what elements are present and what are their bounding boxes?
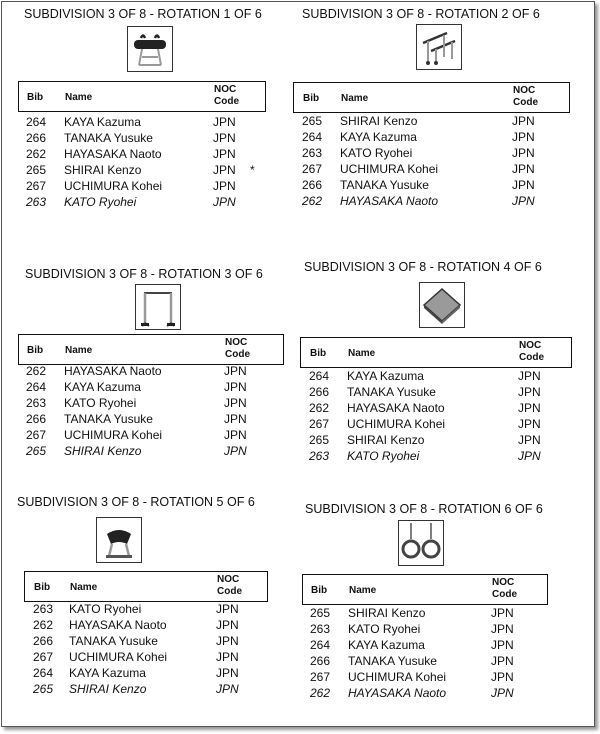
table-row <box>293 193 600 209</box>
table-row <box>18 363 322 379</box>
athlete-name: KAYA Kazuma <box>64 115 141 129</box>
bib-number: 266 <box>26 412 47 426</box>
rotation-title: SUBDIVISION 3 OF 8 - ROTATION 3 OF 6 <box>25 267 263 281</box>
header-code: Code <box>217 586 242 597</box>
header-name: Name <box>65 345 93 356</box>
noc-code: JPN <box>216 682 239 696</box>
header-name: Name <box>348 348 376 359</box>
table-row <box>300 432 600 448</box>
header-noc: NOC <box>214 84 237 95</box>
noc-code: JPN <box>512 194 535 208</box>
noc-code: JPN <box>213 147 236 161</box>
table-row <box>18 194 304 210</box>
bib-number: 265 <box>26 444 47 458</box>
bib-number: 263 <box>310 622 331 636</box>
athlete-name: HAYASAKA Naoto <box>340 194 439 208</box>
noc-code: JPN <box>512 146 535 160</box>
table-row <box>302 669 586 685</box>
bib-number: 264 <box>302 130 323 144</box>
header-name: Name <box>70 582 98 593</box>
bib-number: 262 <box>26 147 47 161</box>
header-bib: Bib <box>27 92 44 103</box>
athlete-name: HAYASAKA Naoto <box>64 364 162 378</box>
table-row <box>24 601 306 617</box>
table-row <box>302 637 586 653</box>
bib-number: 263 <box>302 146 323 160</box>
table-row <box>302 621 586 637</box>
noc-code: JPN <box>491 606 514 620</box>
athlete-name: TANAKA Yusuke <box>340 178 429 192</box>
noc-code: JPN <box>491 686 514 700</box>
bib-number: 262 <box>33 618 54 632</box>
bib-number: 267 <box>309 417 330 431</box>
bib-number: 264 <box>309 369 330 383</box>
noc-code: JPN <box>224 444 247 458</box>
table-row <box>293 161 600 177</box>
header-name: Name <box>349 585 377 596</box>
pommel-horse-icon <box>127 26 173 72</box>
header-bib: Bib <box>311 585 328 596</box>
noc-code: JPN <box>224 364 247 378</box>
rotation-title: SUBDIVISION 3 OF 8 - ROTATION 6 OF 6 <box>305 502 543 516</box>
bib-number: 262 <box>310 686 331 700</box>
athlete-name: UCHIMURA Kohei <box>340 162 439 176</box>
noc-code: JPN <box>213 163 236 177</box>
table-row <box>302 653 586 669</box>
athlete-name: KATO Ryohei <box>64 396 137 410</box>
table-row <box>24 633 306 649</box>
noc-code: JPN <box>518 401 541 415</box>
header-noc: NOC <box>492 577 515 588</box>
noc-code: JPN <box>518 433 541 447</box>
header-noc: NOC <box>225 337 248 348</box>
table-header <box>293 82 570 113</box>
table-row <box>24 649 306 665</box>
bib-number: 267 <box>310 670 331 684</box>
table-row <box>300 400 600 416</box>
bib-number: 264 <box>26 115 47 129</box>
bib-number: 264 <box>33 666 54 680</box>
table-row <box>300 368 600 384</box>
header-bib: Bib <box>303 93 320 104</box>
table-row <box>18 443 322 459</box>
noc-code: JPN <box>518 417 541 431</box>
table-row <box>18 427 322 443</box>
athlete-name: KAYA Kazuma <box>69 666 146 680</box>
bib-number: 262 <box>26 364 47 378</box>
noc-code: JPN <box>213 179 236 193</box>
table-row <box>18 178 304 194</box>
noc-code: JPN <box>216 634 239 648</box>
noc-code: JPN <box>491 670 514 684</box>
bib-number: 264 <box>26 380 47 394</box>
table-header <box>18 334 284 365</box>
athlete-name: UCHIMURA Kohei <box>347 417 446 431</box>
noc-code: JPN <box>224 428 247 442</box>
noc-code: JPN <box>512 162 535 176</box>
noc-code: JPN <box>512 114 535 128</box>
bib-number: 266 <box>302 178 323 192</box>
athlete-name: TANAKA Yusuke <box>64 131 153 145</box>
noc-code: JPN <box>213 115 236 129</box>
athlete-name: HAYASAKA Naoto <box>347 401 445 415</box>
rotation-title: SUBDIVISION 3 OF 8 - ROTATION 5 OF 6 <box>17 495 255 509</box>
athlete-name: KATO Ryohei <box>69 602 142 616</box>
table-row <box>300 384 600 400</box>
table-row <box>24 665 306 681</box>
header-bib: Bib <box>34 582 51 593</box>
bib-number: 263 <box>309 449 330 463</box>
noc-code: JPN <box>216 650 239 664</box>
athlete-name: HAYASAKA Naoto <box>69 618 167 632</box>
bib-number: 266 <box>26 131 47 145</box>
table-row <box>302 685 586 701</box>
noc-code: JPN <box>518 369 541 383</box>
parallel-bars-icon <box>416 24 462 70</box>
athlete-name: TANAKA Yusuke <box>64 412 153 426</box>
rotation-title: SUBDIVISION 3 OF 8 - ROTATION 1 OF 6 <box>24 7 262 21</box>
bib-number: 265 <box>26 163 47 177</box>
table-row <box>293 177 600 193</box>
bib-number: 263 <box>26 195 47 209</box>
table-row <box>24 617 306 633</box>
noc-code: JPN <box>213 195 236 209</box>
table-header <box>24 571 268 602</box>
athlete-name: SHIRAI Kenzo <box>64 444 142 458</box>
bib-number: 265 <box>302 114 323 128</box>
athlete-name: KAYA Kazuma <box>340 130 417 144</box>
athlete-name: KATO Ryohei <box>348 622 421 636</box>
bib-number: 262 <box>302 194 323 208</box>
noc-code: JPN <box>216 602 239 616</box>
athlete-name: KAYA Kazuma <box>64 380 141 394</box>
noc-code: JPN <box>491 638 514 652</box>
bib-number: 267 <box>26 179 47 193</box>
table-row <box>300 448 600 464</box>
bib-number: 265 <box>33 682 54 696</box>
header-code: Code <box>214 96 239 107</box>
header-noc: NOC <box>217 574 240 585</box>
table-row <box>18 379 322 395</box>
athlete-name: SHIRAI Kenzo <box>340 114 418 128</box>
header-bib: Bib <box>310 348 327 359</box>
header-code: Code <box>519 352 544 363</box>
athlete-name: UCHIMURA Kohei <box>64 428 163 442</box>
note-mark: * <box>250 163 255 177</box>
table-row <box>24 681 306 697</box>
table-row <box>18 395 322 411</box>
table-row <box>302 605 586 621</box>
athlete-name: TANAKA Yusuke <box>347 385 436 399</box>
bib-number: 266 <box>310 654 331 668</box>
header-noc: NOC <box>519 340 542 351</box>
table-header <box>302 574 548 605</box>
bib-number: 265 <box>309 433 330 447</box>
noc-code: JPN <box>512 130 535 144</box>
athlete-name: UCHIMURA Kohei <box>69 650 168 664</box>
athlete-name: KATO Ryohei <box>347 449 420 463</box>
floor-exercise-icon <box>419 282 465 328</box>
athlete-name: SHIRAI Kenzo <box>64 163 142 177</box>
table-row <box>18 146 304 162</box>
header-noc: NOC <box>513 85 536 96</box>
athlete-name: SHIRAI Kenzo <box>69 682 147 696</box>
rings-icon <box>398 520 444 566</box>
noc-code: JPN <box>491 622 514 636</box>
noc-code: JPN <box>224 380 247 394</box>
rotation-title: SUBDIVISION 3 OF 8 - ROTATION 4 OF 6 <box>304 260 542 274</box>
table-header <box>18 81 266 112</box>
header-code: Code <box>513 97 538 108</box>
header-bib: Bib <box>27 345 44 356</box>
noc-code: JPN <box>518 385 541 399</box>
header-name: Name <box>65 92 93 103</box>
header-name: Name <box>341 93 369 104</box>
bib-number: 267 <box>33 650 54 664</box>
bib-number: 262 <box>309 401 330 415</box>
noc-code: JPN <box>216 666 239 680</box>
athlete-name: TANAKA Yusuke <box>69 634 158 648</box>
athlete-name: UCHIMURA Kohei <box>64 179 163 193</box>
table-row <box>18 130 304 146</box>
bib-number: 263 <box>26 396 47 410</box>
bib-number: 267 <box>302 162 323 176</box>
athlete-name: KAYA Kazuma <box>348 638 425 652</box>
bib-number: 263 <box>33 602 54 616</box>
header-code: Code <box>492 589 517 600</box>
header-code: Code <box>225 349 250 360</box>
table-header <box>300 337 572 368</box>
athlete-name: KAYA Kazuma <box>347 369 424 383</box>
bib-number: 264 <box>310 638 331 652</box>
table-row <box>18 411 322 427</box>
table-row <box>293 145 600 161</box>
athlete-name: KATO Ryohei <box>340 146 413 160</box>
athlete-name: HAYASAKA Naoto <box>64 147 162 161</box>
athlete-name: UCHIMURA Kohei <box>348 670 447 684</box>
athlete-name: HAYASAKA Naoto <box>348 686 447 700</box>
table-row <box>18 114 304 130</box>
noc-code: JPN <box>224 396 247 410</box>
table-row <box>300 416 600 432</box>
bib-number: 266 <box>309 385 330 399</box>
table-row <box>293 113 600 129</box>
bib-number: 265 <box>310 606 331 620</box>
athlete-name: SHIRAI Kenzo <box>347 433 425 447</box>
athlete-name: KATO Ryohei <box>64 195 137 209</box>
noc-code: JPN <box>224 412 247 426</box>
bib-number: 266 <box>33 634 54 648</box>
noc-code: JPN <box>512 178 535 192</box>
bib-number: 267 <box>26 428 47 442</box>
vault-icon <box>96 517 142 563</box>
noc-code: JPN <box>491 654 514 668</box>
athlete-name: TANAKA Yusuke <box>348 654 437 668</box>
table-row <box>18 162 304 178</box>
noc-code: JPN <box>216 618 239 632</box>
athlete-name: SHIRAI Kenzo <box>348 606 426 620</box>
rotation-title: SUBDIVISION 3 OF 8 - ROTATION 2 OF 6 <box>302 7 540 21</box>
noc-code: JPN <box>518 449 541 463</box>
table-row <box>293 129 600 145</box>
noc-code: JPN <box>213 131 236 145</box>
horizontal-bar-icon <box>135 284 181 330</box>
